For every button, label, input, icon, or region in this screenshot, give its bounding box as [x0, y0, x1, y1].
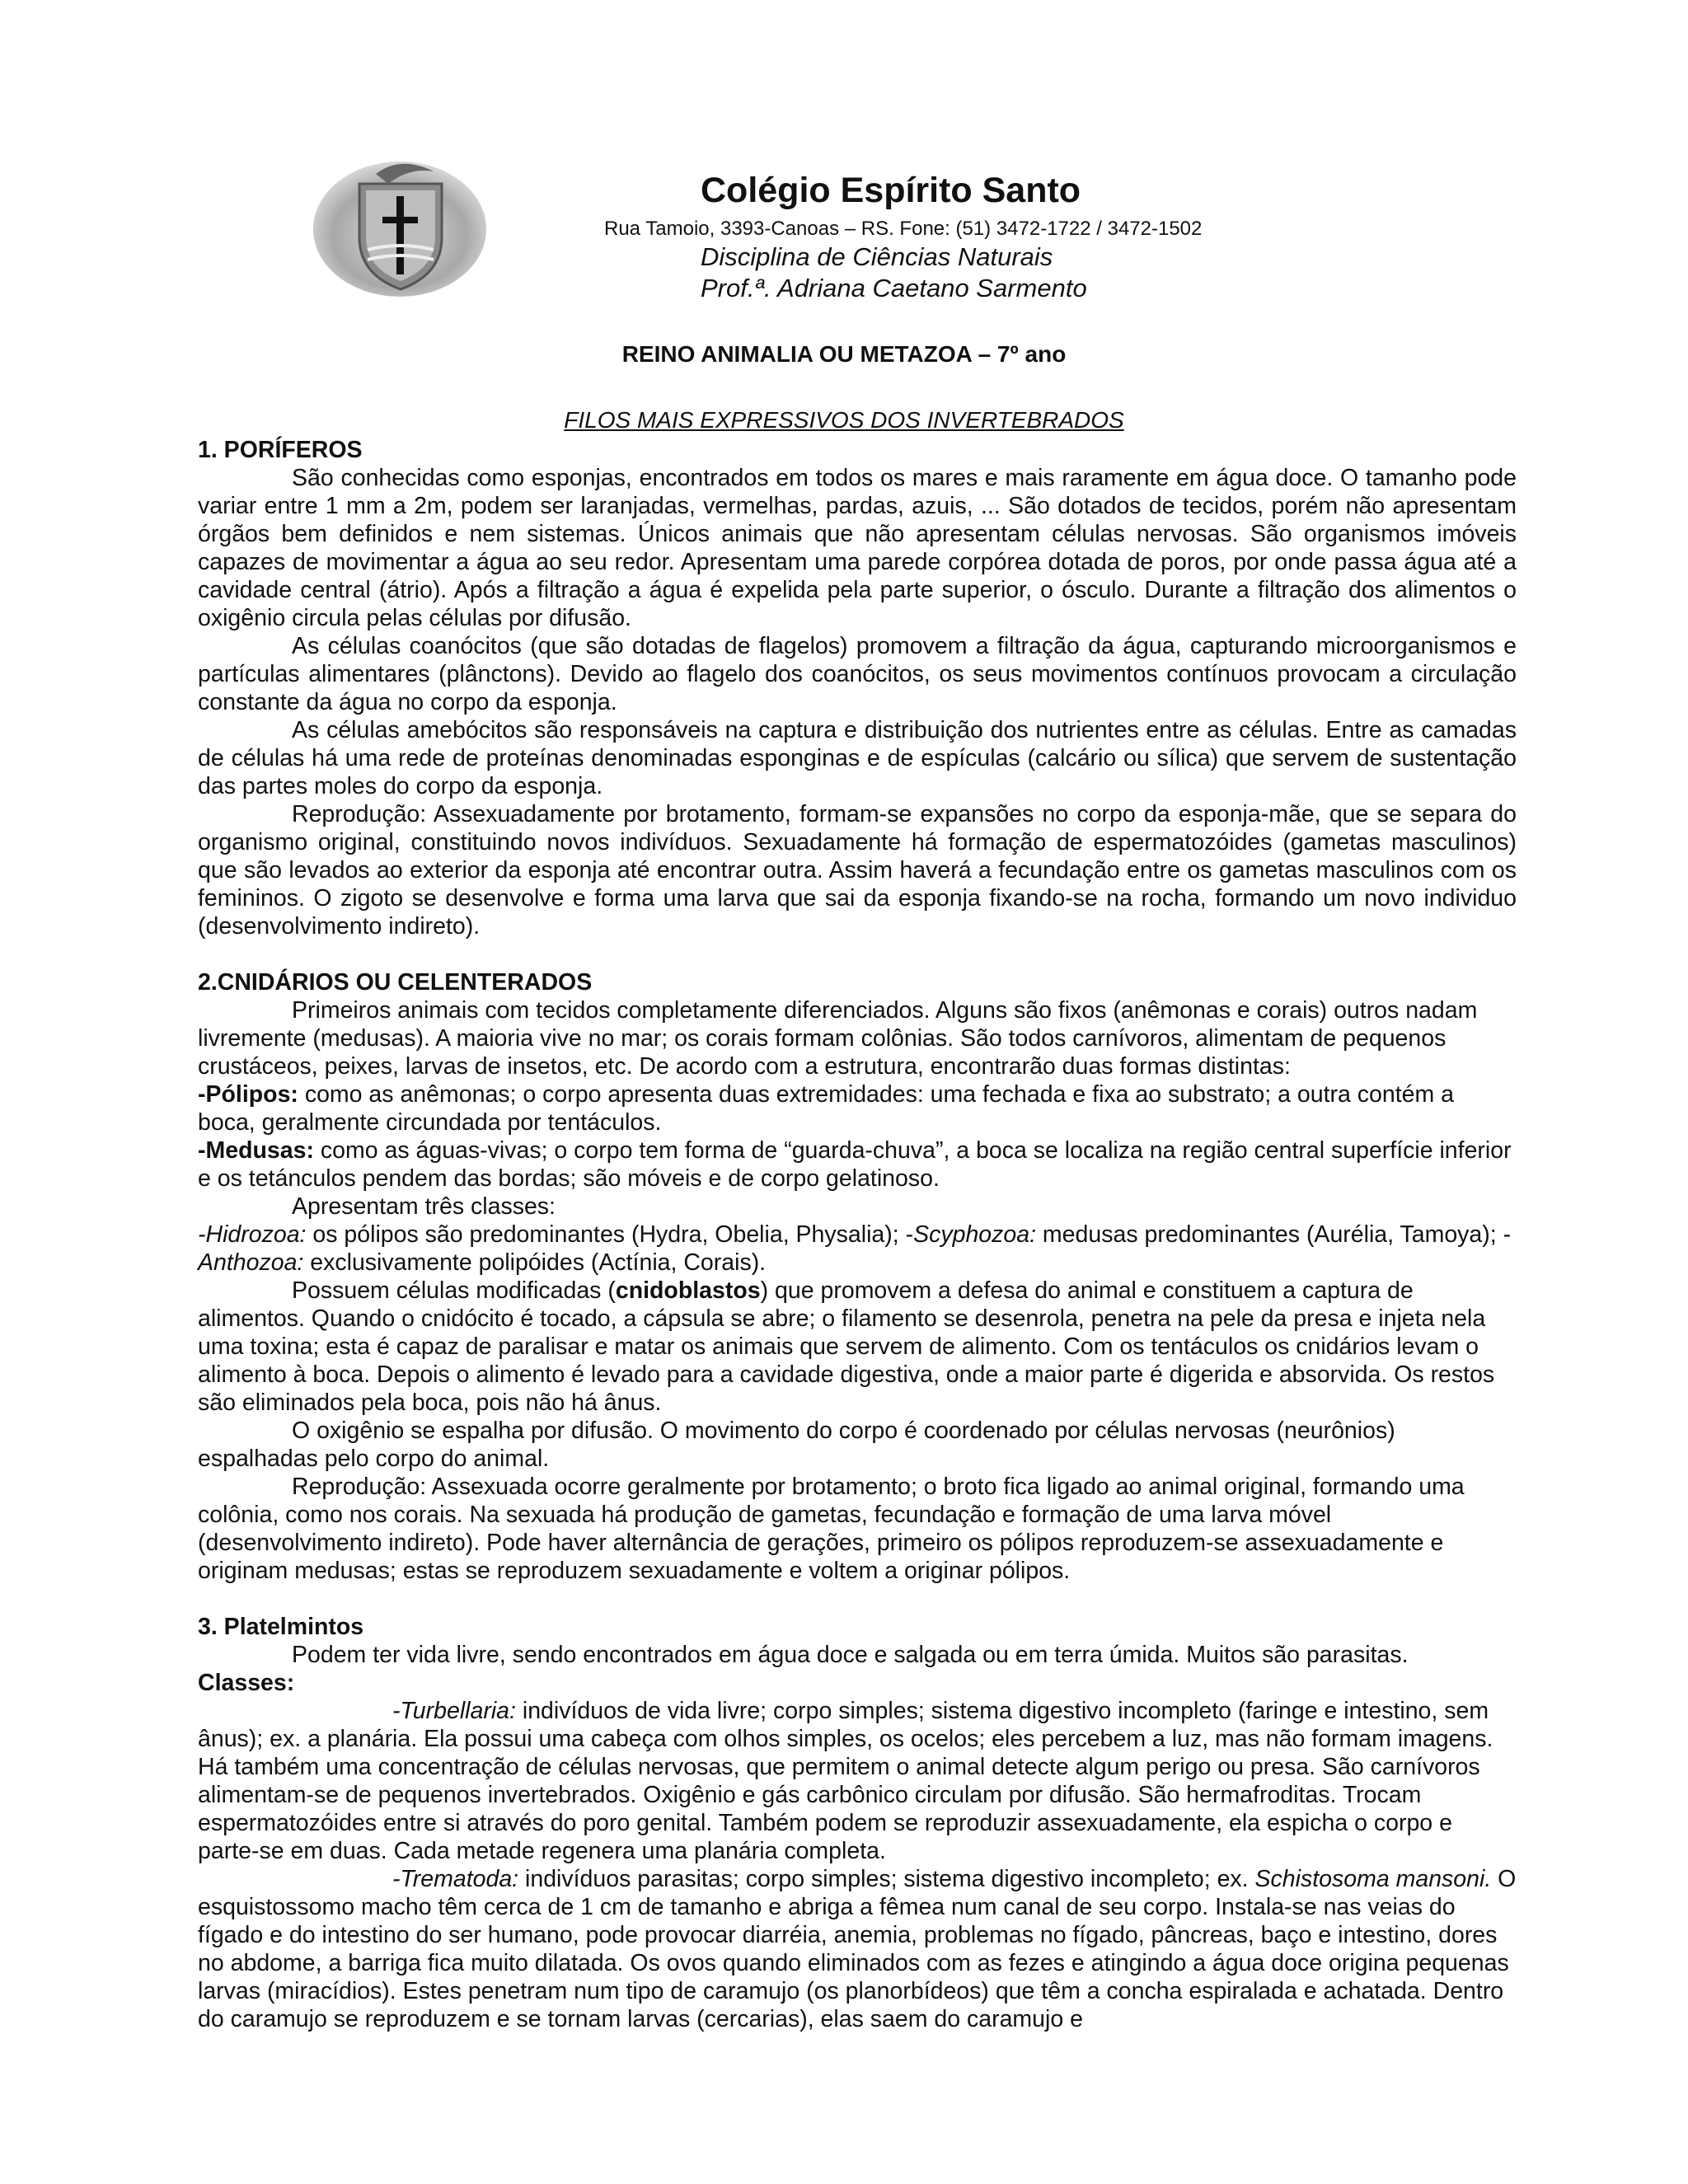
- medusas-paragraph: [198, 1137, 1517, 1193]
- scyphozoa-text: medusas predominantes (Aurélia, Tamoya); -: [1036, 1221, 1512, 1248]
- turbellaria-paragraph: [198, 1697, 1517, 1865]
- polipos-label: -Pólipos:: [198, 1081, 298, 1108]
- trematoda-species: Schistosoma mansoni.: [1254, 1866, 1492, 1892]
- turbellaria-label: -Turbellaria:: [392, 1698, 516, 1724]
- medusas-label: -Medusas:: [198, 1137, 314, 1164]
- trematoda-label: -Trematoda:: [392, 1866, 519, 1892]
- anthozoa-text: exclusivamente polipóides (Actínia, Corais).: [303, 1249, 767, 1276]
- school-name: Colégio Espírito Santo: [701, 171, 1081, 210]
- paragraph: [198, 1277, 1517, 1417]
- scyphozoa-label: Scyphozoa:: [913, 1221, 1037, 1248]
- school-address: Rua Tamoio, 3393-Canoas – RS. Fone: (51) 3472-1722 / 3472-1502: [604, 218, 1203, 240]
- teacher-name: Prof.ª. Adriana Caetano Sarmento: [701, 274, 1087, 302]
- discipline-name: Disciplina de Ciências Naturais: [701, 242, 1053, 271]
- medusas-text: como as águas-vivas; o corpo tem forma de “guarda-chuva”, a boca se localiza na região central superfície inferior e os tetánculos pendem das bordas; são móveis e de corpo gelatinoso.: [198, 1137, 1512, 1192]
- classes-paragraph: [198, 1221, 1517, 1277]
- paragraph: As células amebócitos são responsáveis na captura e distribuição dos nutrientes entre as células. Entre as camadas de células há uma rede de proteínas denominadas esponginas e de espículas (calcário ou sílica) que servem de sustentação das partes moles do corpo da esponja.: [198, 717, 1517, 799]
- trematoda-text: indivíduos parasitas; corpo simples; sistema digestivo incompleto; ex.: [518, 1866, 1255, 1892]
- trematoda-rest: O esquistossomo macho têm cerca de 1 cm de tamanho e abriga a fêmea num canal de seu corpo. Instala-se nas veias do fígado e do intestino do ser humano, pode provocar diarréia, anemia, problemas no fígado, pâncreas, baço e intestino, dores no abdome, a barriga fica muito dilatada. Os ovos quando eliminados com as fezes e atingindo a água doce origina pequenas larvas (miracídios). Estes penetram num tipo de caramujo (os planorbídeos) que têm a concha espiralada e achatada. Dentro do caramujo se reproduzem e se tornam larvas (cercarias), elas saem do caramujo e: [198, 1866, 1517, 2032]
- section-heading-platelmintos: 3. Platelmintos: [198, 1614, 364, 1640]
- polipos-paragraph: [198, 1080, 1517, 1137]
- paragraph: As células coanócitos (que são dotadas de flagelos) promovem a filtração da água, capturando microorganismos e partículas alimentares (plânctons). Devido ao flagelo dos coanócitos, os seus movimentos contínuos provocam a circulação constante da água no corpo da esponja.: [198, 633, 1517, 715]
- polipos-text: como as anêmonas; o corpo apresenta duas extremidades: uma fechada e fixa ao substrato; a outra contém a boca, geralmente circundada por tentáculos.: [198, 1081, 1454, 1136]
- school-crest-icon: [310, 151, 490, 299]
- section-heading-cnidarios: 2.CNIDÁRIOS OU CELENTERADOS: [198, 969, 593, 996]
- paragraph: Podem ter vida livre, sendo encontrados em água doce e salgada ou em terra úmida. Muitos são parasitas.: [292, 1642, 1409, 1668]
- paragraph: Reprodução: Assexuadamente por brotamento, formam-se expansões no corpo da esponja-mãe, que se separa do organismo original, constituindo novos indivíduos. Sexuadamente há formação de espermatozóides (gametas masculinos) que são levados ao exterior da esponja até encontrar outra. Assim haverá a fecundação entre os gametas masculinos com os femininos. O zigoto se desenvolve e forma uma larva que sai da esponja fixando-se na rocha, formando um novo individuo (desenvolvimento indireto).: [198, 801, 1517, 940]
- paragraph: O oxigênio se espalha por difusão. O movimento do corpo é coordenado por células nervosas (neurônios) espalhadas pelo corpo do animal.: [198, 1418, 1395, 1472]
- p5-pre: Possuem células modificadas (: [292, 1277, 616, 1304]
- trematoda-paragraph: [198, 1865, 1517, 2033]
- turbellaria-text: indivíduos de vida livre; corpo simples; sistema digestivo incompleto (faringe e intestino, sem ânus); ex. a planária. Ela possui uma cabeça com olhos simples, os ocelos; eles percebem a luz, mas não formam imagens. Há também uma concentração de células nervosas, que permitem o animal detecte algum perigo ou presa. São carnívoros alimentam-se de pequenos invertebrados. Oxigênio e gás carbônico circulam por difusão. São hermafroditas. Trocam espermatozóides entre si através do poro genital. Também podem se reproduzir assexuadamente, ela espicha o corpo e parte-se em duas. Cada metade regenera uma planária completa.: [198, 1698, 1493, 1864]
- classes-label: Classes:: [198, 1670, 295, 1696]
- paragraph: Apresentam três classes:: [292, 1193, 556, 1220]
- hidrozoa-label: -Hidrozoa:: [198, 1221, 307, 1248]
- paragraph: São conhecidas como esponjas, encontrados em todos os mares e mais raramente em água doce. O tamanho pode variar entre 1 mm a 2m, podem ser laranjadas, vermelhas, pardas, azuis, ... São dotados de tecidos, porém não apresentam órgãos bem definidos e nem sistemas. Únicos animais que não apresentam células nervosas. São organismos imóveis capazes de movimentar a água ao seu redor. Apresentam uma parede corpórea dotada de poros, por onde passa água até a cavidade central (átrio). Após a filtração a água é expelida pela parte superior, o ósculo. Durante a filtração dos alimentos o oxigênio circula pelas células por difusão.: [198, 465, 1517, 631]
- classes-label-paragraph: [198, 1669, 1517, 1697]
- p5-post: ) que promovem a defesa do animal e constituem a captura de alimentos. Quando o cnidócito é tocado, a cápsula se abre; o filamento se desenrola, penetra na pele da presa e injeta nela uma toxina; esta é capaz de paralisar e matar os animais que servem de alimento. Com os tentáculos os cnidários levam o alimento à boca. Depois o alimento é levado para a cavidade digestiva, onde a maior parte é digerida e absorvida. Os restos são eliminados pela boca, pois não há ânus.: [198, 1277, 1495, 1416]
- hidrozoa-text: os pólipos são predominantes (Hydra, Obelia, Physalia); -: [306, 1221, 914, 1248]
- paragraph: Primeiros animais com tecidos completamente diferenciados. Alguns são fixos (anêmonas e corais) outros nadam livremente (medusas). A maioria vive no mar; os corais formam colônias. São todos carnívoros, alimentam de pequenos crustáceos, peixes, larvas de insetos, etc. De acordo com a estrutura, encontrarão duas formas distintas:: [198, 997, 1478, 1080]
- document-body: [198, 436, 1517, 2033]
- anthozoa-label: Anthozoa:: [198, 1249, 304, 1276]
- section-heading-poriferos: 1. PORÍFEROS: [198, 437, 363, 463]
- document-subtitle: FILOS MAIS EXPRESSIVOS DOS INVERTEBRADOS: [564, 407, 1124, 433]
- p5-bold: cnidoblastos: [615, 1277, 761, 1304]
- paragraph: Reprodução: Assexuada ocorre geralmente por brotamento; o broto fica ligado ao animal original, formando uma colônia, como nos corais. Na sexuada há produção de gametas, fecundação e formação de uma larva móvel (desenvolvimento indireto). Pode haver alternância de gerações, primeiro os pólipos reproduzem-se assexuadamente e originam medusas; estas se reproduzem sexuadamente e voltem a originar pólipos.: [198, 1474, 1465, 1584]
- document-title: REINO ANIMALIA OU METAZOA – 7º ano: [621, 341, 1067, 367]
